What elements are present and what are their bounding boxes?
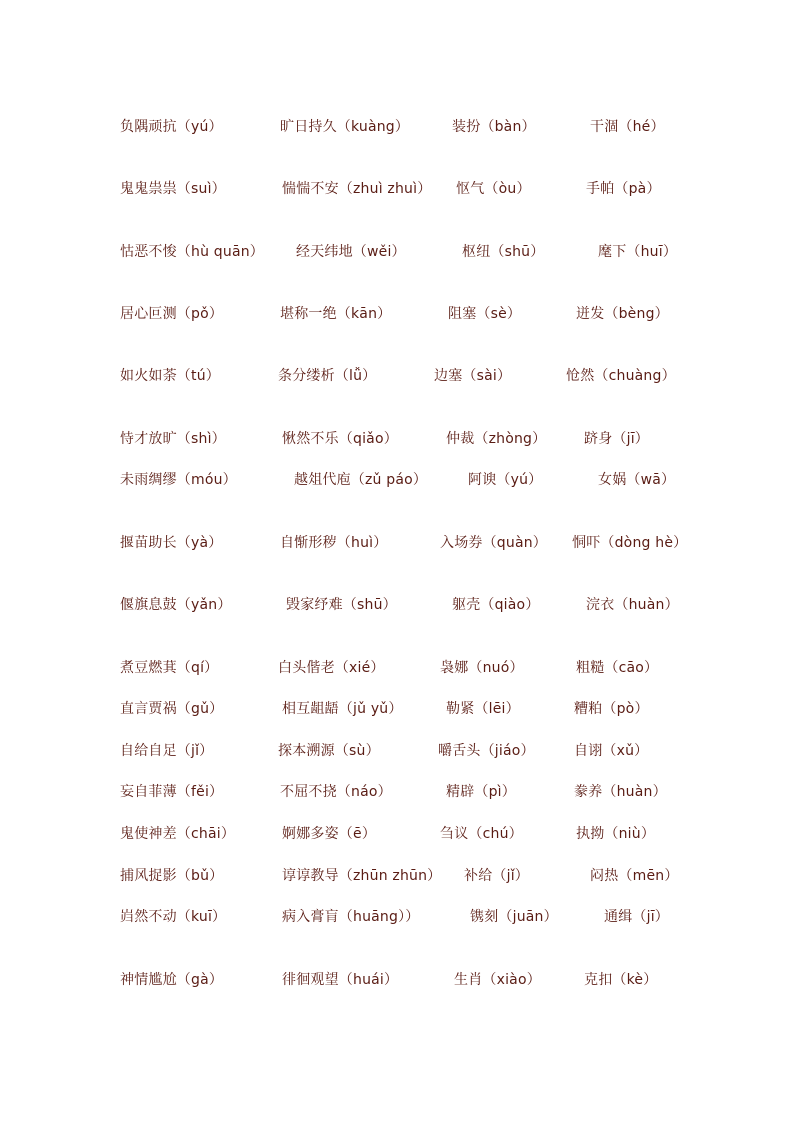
word-entry: 自惭形秽（huì）	[280, 535, 388, 551]
word-entry: 捕风捉影（bǔ）	[120, 868, 224, 884]
word-entry: 通缉（jī）	[604, 909, 669, 925]
word-entry: 揠苗助长（yà）	[120, 535, 223, 551]
word-entry: 徘徊观望（huái）	[282, 972, 399, 988]
word-entry: 探本溯源（sù）	[278, 743, 380, 759]
word-entry: 居心叵测（pǒ）	[120, 306, 224, 322]
word-row	[0, 427, 794, 451]
word-row	[0, 364, 794, 388]
word-entry: 愀然不乐（qiǎo）	[282, 431, 398, 447]
word-entry: 自诩（xǔ）	[574, 743, 649, 759]
word-entry: 怄气（òu）	[456, 181, 531, 197]
word-row	[0, 302, 794, 326]
word-entry: 装扮（bàn）	[452, 119, 536, 135]
word-row	[0, 240, 794, 264]
word-entry: 煮豆燃萁（qí）	[120, 660, 219, 676]
word-row	[0, 115, 794, 139]
word-entry: 婀娜多姿（ē）	[282, 826, 377, 842]
word-entry: 如火如荼（tú）	[120, 368, 220, 384]
word-entry: 妄自菲薄（fěi）	[120, 784, 224, 800]
word-entry: 枢纽（shū）	[462, 244, 545, 260]
word-entry: 补给（jǐ）	[464, 868, 529, 884]
word-entry: 旷日持久（kuàng）	[280, 119, 410, 135]
word-row	[0, 968, 794, 992]
word-row	[0, 593, 794, 617]
word-entry: 女娲（wā）	[598, 472, 676, 488]
word-entry: 躯壳（qiào）	[452, 597, 540, 613]
word-entry: 阿谀（yú）	[468, 472, 543, 488]
word-entry: 仲裁（zhòng）	[446, 431, 547, 447]
word-entry: 勒紧（lēi）	[446, 701, 520, 717]
word-entry: 豢养（huàn）	[574, 784, 667, 800]
word-entry: 经天纬地（wěi）	[296, 244, 406, 260]
word-entry: 麾下（huī）	[598, 244, 678, 260]
word-row	[0, 656, 794, 680]
word-entry: 怆然（chuàng）	[566, 368, 676, 384]
word-entry: 白头偕老（xié）	[278, 660, 385, 676]
word-entry: 自给自足（jǐ）	[120, 743, 214, 759]
word-entry: 克扣（kè）	[584, 972, 658, 988]
word-entry: 手帕（pà）	[586, 181, 661, 197]
word-entry: 恫吓（dòng hè）	[572, 535, 688, 551]
word-entry: 边塞（sài）	[434, 368, 512, 384]
word-row	[0, 739, 794, 763]
word-entry: 毁家纾难（shū）	[286, 597, 397, 613]
word-entry: 未雨绸缪（móu）	[120, 472, 237, 488]
word-entry: 粗糙（cāo）	[576, 660, 659, 676]
word-entry: 怙恶不悛（hù quān）	[120, 244, 265, 260]
word-entry: 入场券（quàn）	[440, 535, 548, 551]
word-entry: 糟粕（pò）	[574, 701, 649, 717]
word-entry: 病入膏肓（huāng））	[282, 909, 420, 925]
word-row	[0, 822, 794, 846]
word-entry: 刍议（chú）	[440, 826, 523, 842]
word-entry: 负隅顽抗（yú）	[120, 119, 223, 135]
word-row	[0, 697, 794, 721]
word-entry: 神情尴尬（gà）	[120, 972, 224, 988]
word-entry: 嚼舌头（jiáo）	[438, 743, 535, 759]
word-row	[0, 468, 794, 492]
word-entry: 阻塞（sè）	[448, 306, 522, 322]
word-row	[0, 531, 794, 555]
word-entry: 不屈不挠（náo）	[280, 784, 392, 800]
word-entry: 谆谆教导（zhūn zhūn）	[282, 868, 442, 884]
word-entry: 直言贾祸（gǔ）	[120, 701, 224, 717]
word-entry: 生肖（xiào）	[454, 972, 541, 988]
word-entry: 恃才放旷（shì）	[120, 431, 226, 447]
word-entry: 岿然不动（kuī）	[120, 909, 227, 925]
word-entry: 镌刻（juān）	[470, 909, 558, 925]
word-row	[0, 780, 794, 804]
word-row	[0, 864, 794, 888]
word-entry: 跻身（jī）	[584, 431, 649, 447]
word-row	[0, 905, 794, 929]
word-entry: 精辟（pì）	[446, 784, 516, 800]
word-row	[0, 177, 794, 201]
word-entry: 浣衣（huàn）	[586, 597, 679, 613]
word-entry: 堪称一绝（kān）	[280, 306, 392, 322]
word-entry: 鬼鬼祟祟（suì）	[120, 181, 226, 197]
word-entry: 闷热（mēn）	[590, 868, 679, 884]
word-entry: 执拗（niù）	[576, 826, 656, 842]
word-entry: 相互龃龉（jǔ yǔ）	[282, 701, 403, 717]
word-entry: 鬼使神差（chāi）	[120, 826, 236, 842]
word-entry: 越俎代庖（zǔ páo）	[294, 472, 428, 488]
word-entry: 迸发（bèng）	[576, 306, 669, 322]
word-entry: 条分缕析（lǚ）	[278, 368, 377, 384]
word-entry: 惴惴不安（zhuì zhuì）	[282, 181, 432, 197]
word-entry: 偃旗息鼓（yǎn）	[120, 597, 232, 613]
word-entry: 干涸（hé）	[590, 119, 665, 135]
word-entry: 袅娜（nuó）	[440, 660, 524, 676]
